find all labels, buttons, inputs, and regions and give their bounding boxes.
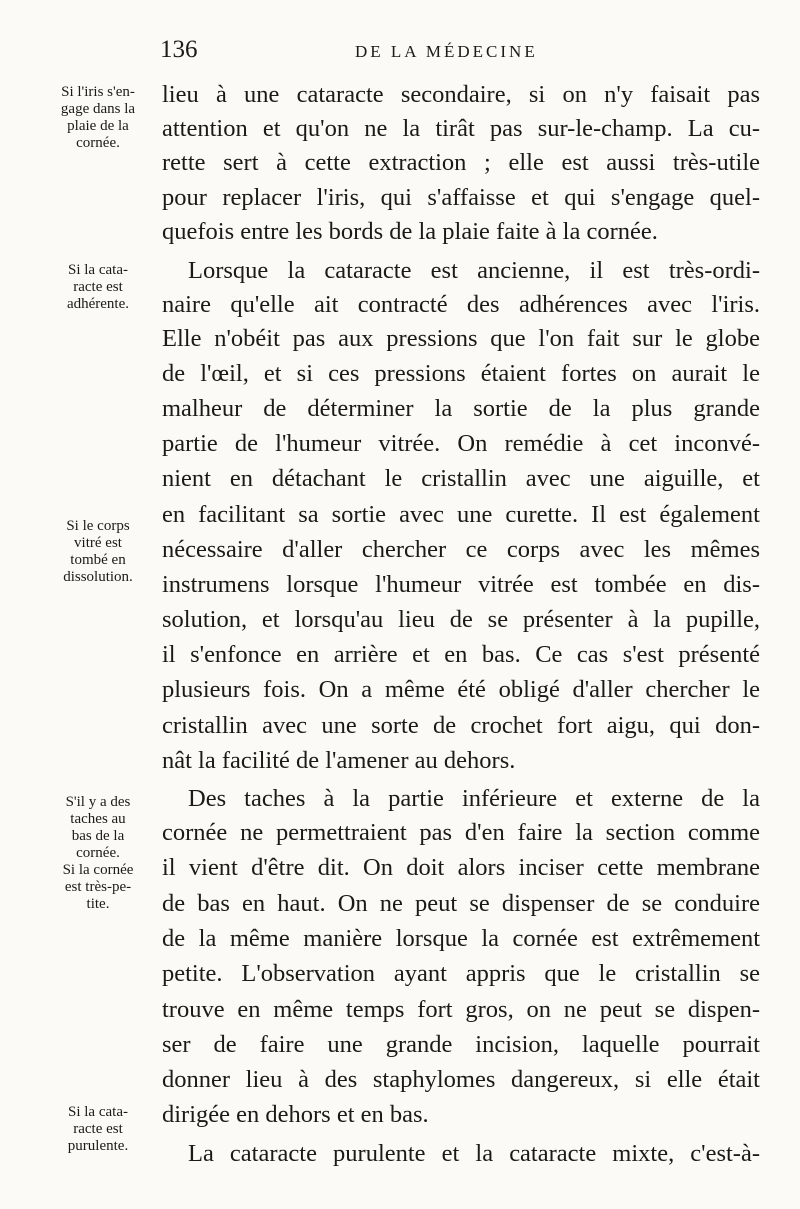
text-line: attention et qu'on ne la tirât pas sur-le-champ. La cu- (162, 115, 760, 142)
text-line: malheur de déterminer la sortie de la plus grande (162, 395, 760, 422)
text-line: de bas en haut. On ne peut se dispenser de se conduire (162, 890, 760, 917)
text-line: instrumens lorsque l'humeur vitrée est tombée en dis- (162, 571, 760, 598)
text-line: ser de faire une grande incision, laquelle pourrait (162, 1031, 760, 1058)
margin-note: Si la cata- racte est adhérente. (66, 262, 130, 312)
page-number: 136 (160, 36, 198, 63)
text-line: cornée ne permettraient pas d'en faire la section comme (162, 819, 760, 846)
text-line: rette sert à cette extraction ; elle est aussi très-utile (162, 149, 760, 176)
text-line: il vient d'être dit. On doit alors inciser cette membrane (162, 854, 760, 881)
text-line: nient en détachant le cristallin avec une aiguille, et (162, 465, 760, 492)
text-line: donner lieu à des staphylomes dangereux, si elle était (162, 1066, 760, 1093)
text-line: solution, et lorsqu'au lieu de se présenter à la pupille, (162, 606, 760, 633)
text-line: de la même manière lorsque la cornée est extrêmement (162, 925, 760, 952)
text-line: trouve en même temps fort gros, on ne peut se dispen- (162, 996, 760, 1023)
text-line: il s'enfonce en arrière et en bas. Ce cas s'est présenté (162, 641, 760, 668)
text-line: La cataracte purulente et la cataracte mixte, c'est-à- (188, 1140, 760, 1167)
text-line: nât la facilité de l'amener au dehors. (162, 747, 516, 774)
text-line: Des taches à la partie inférieure et externe de la (188, 785, 760, 812)
text-line: de l'œil, et si ces pressions étaient fortes on aurait le (162, 360, 760, 387)
text-line: cristallin avec une sorte de crochet fort aigu, qui don- (162, 712, 760, 739)
text-line: petite. L'observation ayant appris que le cristallin se (162, 960, 760, 987)
text-line: lieu à une cataracte secondaire, si on n'y faisait pas (162, 81, 760, 108)
text-line: Lorsque la cataracte est ancienne, il est très-ordi- (188, 257, 760, 284)
text-line: pour replacer l'iris, qui s'affaisse et qui s'engage quel- (162, 184, 760, 211)
text-line: nécessaire d'aller chercher ce corps avec les mêmes (162, 536, 760, 563)
text-line: quefois entre les bords de la plaie faite à la cornée. (162, 218, 658, 245)
text-line: Elle n'obéit pas aux pressions que l'on fait sur le globe (162, 325, 760, 352)
text-line: en facilitant sa sortie avec une curette. Il est également (162, 501, 760, 528)
margin-note: Si l'iris s'en- gage dans la plaie de la cornée. (60, 84, 136, 151)
text-line: dirigée en dehors et en bas. (162, 1101, 429, 1128)
text-line: plusieurs fois. On a même été obligé d'aller chercher le (162, 676, 760, 703)
margin-note: Si la cata- racte est purulente. (67, 1104, 129, 1154)
running-head (160, 36, 780, 66)
text-line: partie de l'humeur vitrée. On remédie à cet inconvé- (162, 430, 760, 457)
margin-note: S'il y a des taches au bas de la cornée. Si la cornée est très-pe- tite. (62, 794, 134, 912)
running-title: DE LA MÉDECINE (355, 42, 538, 61)
text-line: naire qu'elle ait contracté des adhérences avec l'iris. (162, 291, 760, 318)
margin-note: Si le corps vitré est tombé en dissolution. (63, 518, 133, 585)
